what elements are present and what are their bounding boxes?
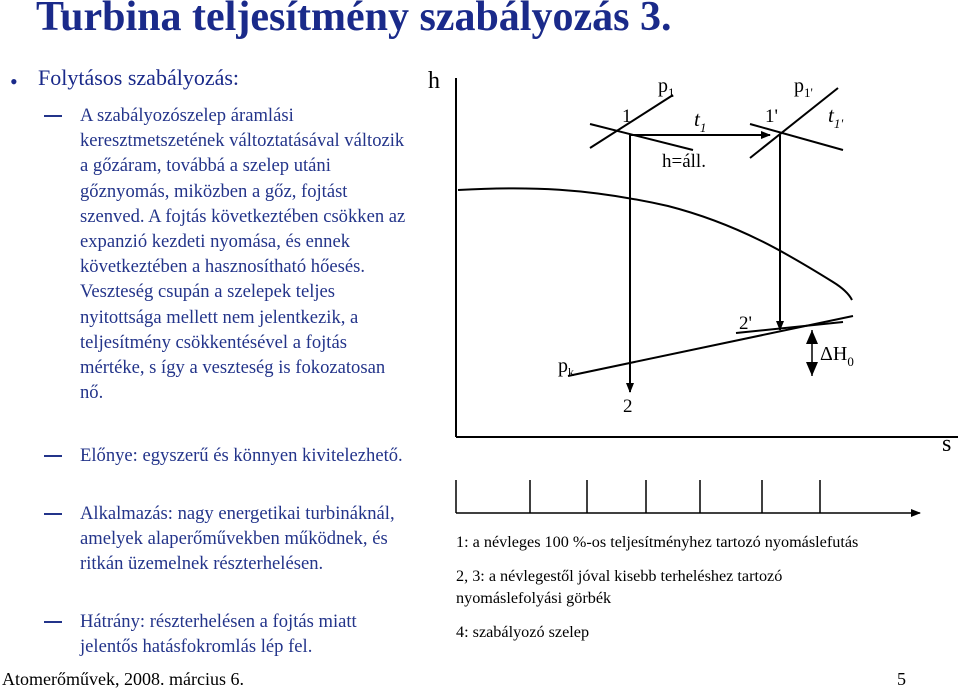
legend-line-1: 1: a névleges 100 %-os teljesítményhez tartozó nyomáslefutás [456, 533, 859, 551]
label-t1-prime: $t_{1'}$ [828, 103, 844, 131]
label-p1: $p_1$ [658, 75, 675, 100]
scale-ticks [456, 480, 820, 513]
sub-bullet-text: A szabályozószelep áramlási keresztmetszetének változtatásával változik a gőzáram, továbbá a szelep utáni gőznyomás, miközben a gőz, fojtást szenved. A fojtás következtében csökken az expanzió kezdeti nyomása, és ennek következtében a hasznosítható hőesés. Veszteség csupán a szelepek teljes nyitottsága mellett nem jelentkezik, a teljesítmény csökkentésével a fojtás mértéke, s így a veszteség is fokozatosan nő. [80, 105, 406, 404]
label-delta-h0: $\Delta H_0$ [820, 343, 854, 369]
label-point-1-prime: 1' [765, 106, 778, 127]
sub-bullet-2 [42, 443, 412, 468]
h-axis-label: h [428, 68, 440, 94]
delta-h0-arrow-icon [806, 330, 818, 344]
main-bullet-text: Folytásos szabályozás: [38, 65, 240, 90]
delta-h0-arrow-icon [806, 362, 818, 376]
sub-bullet-text: Alkalmazás: nagy energetikai turbináknál, amelyek alaperőművekben működnek, és ritkán üzemelnek részterhelésen. [80, 503, 395, 575]
bullet-dot-icon: • [10, 69, 18, 94]
sub-bullet-3 [42, 501, 412, 577]
s-axis-label: s [942, 431, 952, 457]
sub-bullet-4 [42, 609, 412, 659]
label-point-2: 2 [623, 396, 633, 417]
h-s-diagram [418, 58, 958, 528]
condenser-pressure-line-2p [736, 322, 843, 333]
saturation-curve [458, 188, 852, 300]
label-p1-prime: $p_{1'}$ [794, 75, 813, 100]
isobar-p1-prime [750, 88, 838, 158]
sub-bullet-1 [42, 103, 412, 405]
legend-line-3: 4: szabályozó szelep [456, 623, 590, 641]
sub-bullet-text: Hátrány: részterhelésen a fojtás miatt jelentős hatásfokromlás lép fel. [80, 611, 357, 658]
label-t1: $t_1$ [694, 107, 707, 135]
label-point-2-prime: 2' [739, 313, 752, 334]
isobar-p1 [590, 95, 673, 148]
footer-date: Atomerőművek, 2008. március 6. [2, 669, 244, 689]
sub-bullet-text: Előnye: egyszerű és könnyen kivitelezhető. [80, 445, 403, 466]
page-number: 5 [897, 669, 906, 689]
label-h-constant: h=áll. [662, 151, 706, 172]
legend-line-2a: 2, 3: a névlegestől jóval kisebb terheléshez tartozó [456, 567, 783, 585]
label-pk: $p_k$ [558, 355, 574, 379]
legend-line-2b: nyomáslefolyási görbék [456, 589, 612, 607]
slide-title: Turbina teljesítmény szabályozás 3. [36, 0, 672, 40]
label-point-1: 1 [622, 106, 632, 127]
